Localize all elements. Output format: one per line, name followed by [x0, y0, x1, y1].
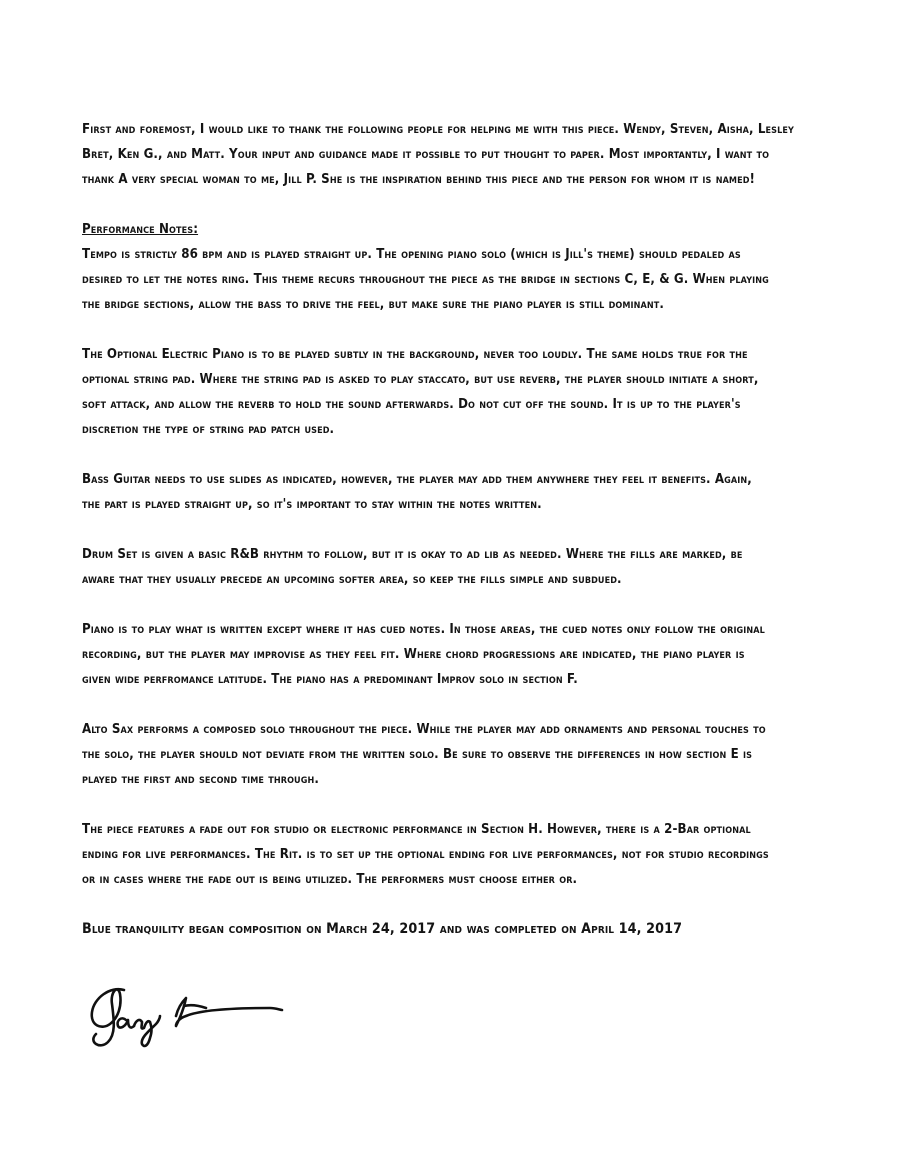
text-line: Drum Set is given a basic R&B rhythm to follow, but it is okay to ad lib as needed. Where the fills are marked, be — [82, 547, 743, 562]
fade-out-paragraph — [82, 817, 842, 892]
text-line: Tempo is strictly 86 bpm and is played straight up. The opening piano solo (which is Jill's theme) should pedaled as — [82, 247, 741, 262]
text-line: ending for live performances. The Rit. is to set up the optional ending for live performances, not for studio recordings — [82, 847, 769, 862]
text-line: played the first and second time through. — [82, 772, 319, 787]
text-line: discretion the type of string pad patch used. — [82, 422, 335, 437]
piano-paragraph — [82, 617, 842, 692]
text-line: Bass Guitar needs to use slides as indicated, however, the player may add them anywhere they feel it benefits. Again, — [82, 472, 752, 487]
text-line: First and foremost, I would like to thank the following people for helping me with this piece. Wendy, Steven, Aisha, Lesley — [82, 122, 794, 137]
text-line: optional string pad. Where the string pad is asked to play staccato, but use reverb, the player should initiate a short, — [82, 372, 759, 387]
text-line: desired to let the notes ring. This theme recurs throughout the piece as the bridge in sections C, E, & G. When playing — [82, 272, 769, 287]
bass-guitar-paragraph — [82, 467, 842, 517]
drum-set-paragraph — [82, 542, 842, 592]
text-line: the part is played straight up, so it's important to stay within the notes written. — [82, 497, 542, 512]
text-line: the bridge sections, allow the bass to drive the feel, but make sure the piano player is still dominant. — [82, 297, 665, 312]
electric-piano-paragraph — [82, 342, 842, 442]
text-line: or in cases where the fade out is being utilized. The performers must choose either or. — [82, 872, 578, 887]
composition-dates: Blue tranquility began composition on March 24, 2017 and was completed on April 14, 2017 — [82, 921, 683, 937]
text-line: Piano is to play what is written except where it has cued notes. In those areas, the cued notes only follow the original — [82, 622, 765, 637]
alto-sax-paragraph — [82, 717, 842, 792]
signature-icon — [80, 976, 300, 1056]
text-line: Bret, Ken G., and Matt. Your input and guidance made it possible to put thought to paper. Most importantly, I want to — [82, 147, 770, 162]
text-line: Alto Sax performs a composed solo throughout the piece. While the player may add ornaments and personal touches to — [82, 722, 766, 737]
text-line: recording, but the player may improvise as they feel fit. Where chord progressions are indicated, the piano player is — [82, 647, 745, 662]
document-body — [82, 117, 842, 942]
tempo-paragraph — [82, 217, 842, 317]
text-line: The Optional Electric Piano is to be played subtly in the background, never too loudly. The same holds true for the — [82, 347, 748, 362]
text-line: aware that they usually precede an upcoming softer area, so keep the fills simple and subdued. — [82, 572, 622, 587]
text-line: The piece features a fade out for studio or electronic performance in Section H. However, there is a 2-Bar optional — [82, 822, 751, 837]
text-line: soft attack, and allow the reverb to hold the sound afterwards. Do not cut off the sound. It is up to the player's — [82, 397, 741, 412]
acknowledgements-paragraph — [82, 117, 842, 192]
text-line: given wide perfromance latitude. The piano has a predominant Improv solo in section F. — [82, 672, 578, 687]
performance-notes-heading: Performance Notes: — [82, 222, 199, 237]
text-line: thank A very special woman to me, Jill P. She is the inspiration behind this piece and the person for whom it is named! — [82, 172, 756, 187]
text-line: the solo, the player should not deviate from the written solo. Be sure to observe the differences in how section E is — [82, 747, 753, 762]
